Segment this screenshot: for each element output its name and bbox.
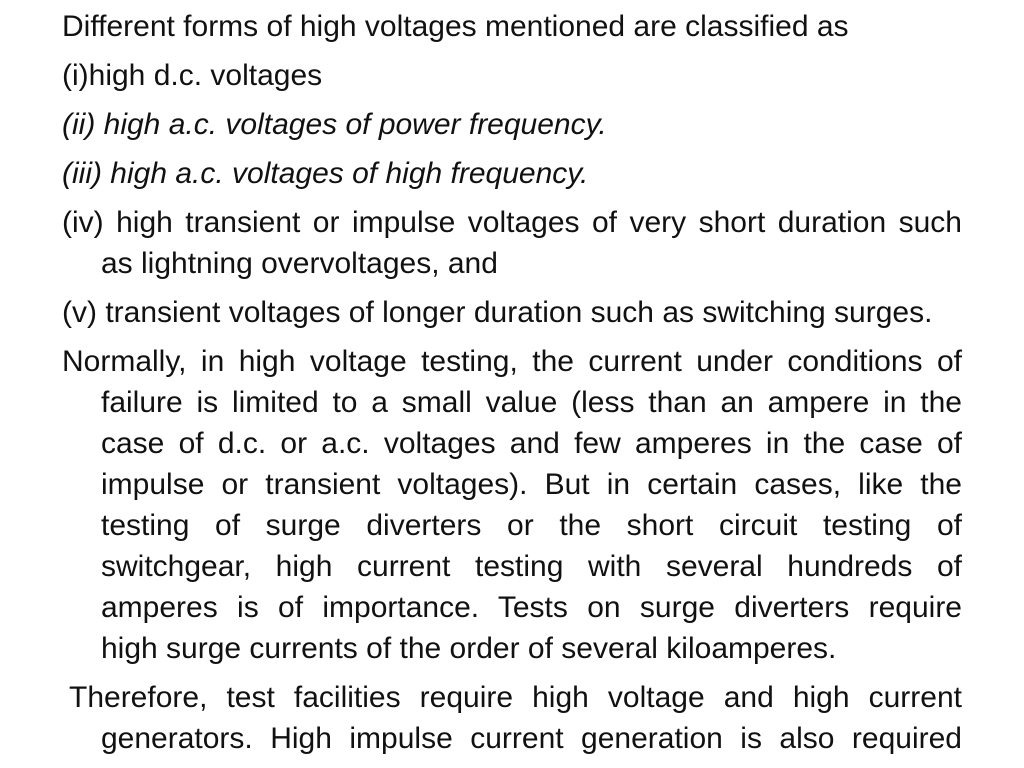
text-line: high surge currents of the order of several kiloamperes. xyxy=(101,632,837,665)
text-line: (v) transient voltages of longer duration such as switching surges. xyxy=(62,296,933,329)
text-line: amperes is of importance. Tests on surge diverters require xyxy=(101,591,962,624)
text-line: (iii) high a.c. voltages of high frequency. xyxy=(62,157,589,190)
text-line: case of d.c. or a.c. voltages and few amperes in the case of xyxy=(101,427,962,460)
text-line: Therefore, test facilities require high voltage and high current xyxy=(69,681,962,714)
paragraph-intro xyxy=(62,6,962,47)
text-line: impulse or transient voltages). But in certain cases, like the xyxy=(101,468,962,501)
text-line: (ii) high a.c. voltages of power frequency. xyxy=(62,108,607,141)
list-item-v xyxy=(62,292,962,333)
paragraph-normally xyxy=(62,341,962,669)
text-line: Normally, in high voltage testing, the current under conditions of xyxy=(62,345,962,378)
list-item-iii xyxy=(62,153,962,194)
text-line: (iv) high transient or impulse voltages of very short duration such xyxy=(62,206,962,239)
text-line: generators. High impulse current generation is also required xyxy=(101,722,962,755)
text-line: failure is limited to a small value (less than an ampere in the xyxy=(101,386,962,419)
list-item-ii xyxy=(62,104,962,145)
list-item-i xyxy=(62,55,962,96)
text-line: (i)high d.c. voltages xyxy=(62,59,323,92)
text-line: Different forms of high voltages mentioned are classified as xyxy=(62,10,849,43)
slide-text-body xyxy=(62,6,962,767)
list-item-iv xyxy=(62,202,962,284)
text-line: switchgear, high current testing with several hundreds of xyxy=(101,550,962,583)
text-line: as lightning overvoltages, and xyxy=(101,247,498,280)
paragraph-therefore xyxy=(62,677,962,759)
text-line: testing of surge diverters or the short circuit testing of xyxy=(101,509,962,542)
